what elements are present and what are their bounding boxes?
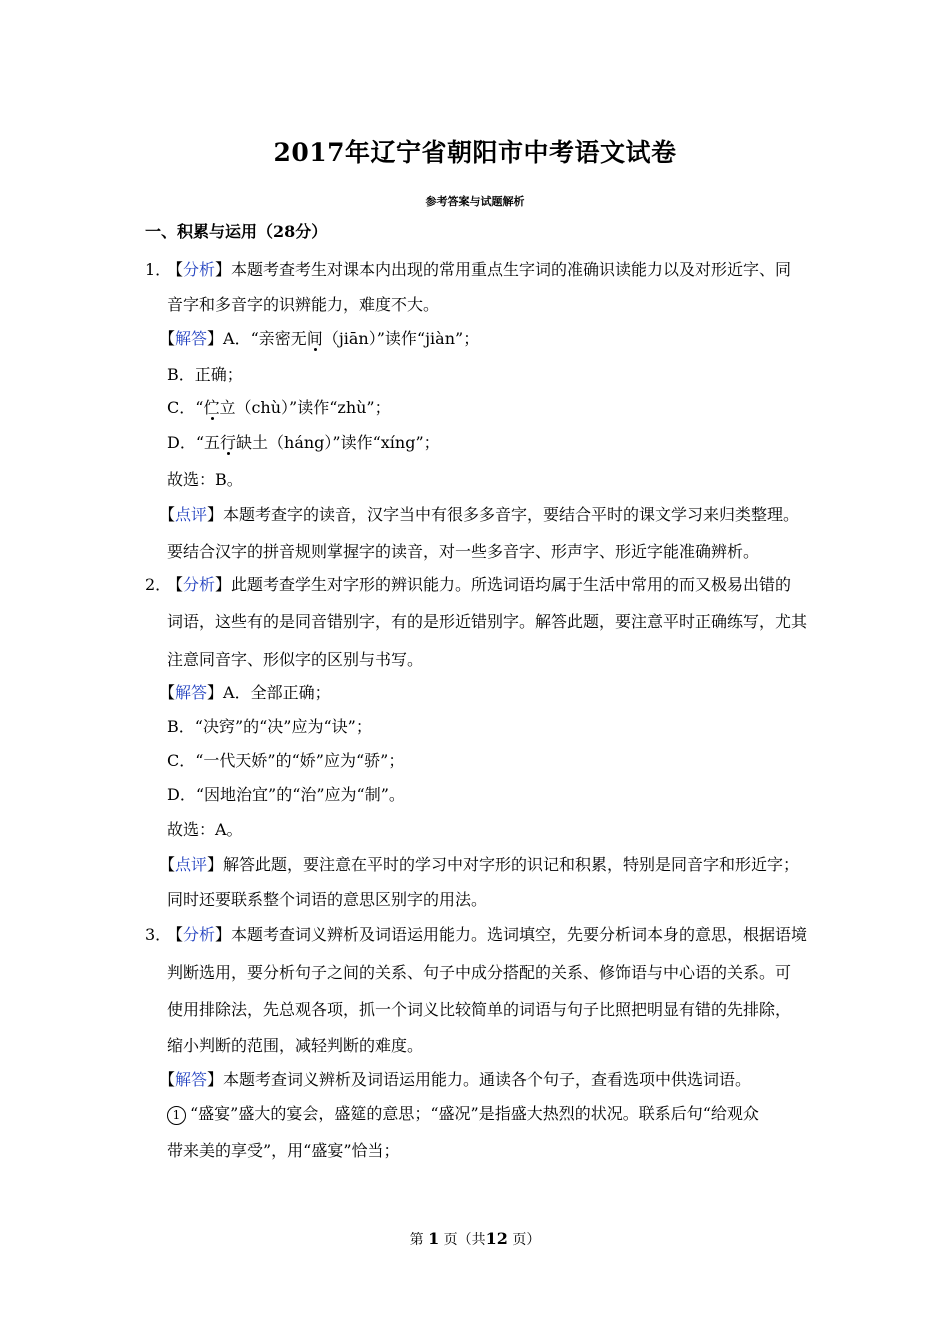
comment-tag: 点评 <box>175 505 208 524</box>
q1-comment-line-2: 要结合汉字的拼音规则掌握字的读音，对一些多音字、形声字、形近字能准确辨析。 <box>167 542 760 561</box>
section-heading: 一、积累与运用（28分） <box>145 222 328 241</box>
q2-analysis-line-2: 词语，这些有的是同音错别字，有的是形近错别字。解答此题，要注意平时正确练写，尤其 <box>167 612 808 631</box>
page-footer: 第 1 页（共12 页） <box>409 1229 541 1248</box>
q2-answer-b: B．“决窍”的“决”应为“诀”； <box>167 717 372 736</box>
q2-choice: 故选：A。 <box>167 820 243 839</box>
q1-analysis-line-2: 音字和多音字的识辨能力，难度不大。 <box>167 295 440 314</box>
analysis-tag: 分析 <box>183 575 216 594</box>
q1-number: 1． <box>145 260 172 279</box>
q3-item-1-line-2: 带来美的享受”，用“盛宴”恰当； <box>167 1141 400 1160</box>
q2-answer-a: 【解答】A．全部正确； <box>159 683 331 702</box>
q3-analysis-line-1: 3．【分析】本题考查词义辨析及词语运用能力。选词填空，先要分析词本身的意思，根据语境 <box>145 922 807 945</box>
q1-answer-b: B．正确； <box>167 365 243 384</box>
q2-analysis-line-3: 注意同音字、形似字的区别与书写。 <box>167 650 424 669</box>
q1-answer-d: D．“五行缺土（háng）”读作“xíng”； <box>167 433 440 452</box>
analysis-tag: 分析 <box>183 925 216 944</box>
q2-answer-d: D．“因地治宜”的“治”应为“制”。 <box>167 785 405 804</box>
q2-number: 2． <box>145 575 172 594</box>
q3-answer: 【解答】本题考查词义辨析及词语运用能力。通读各个句子，查看选项中供选词语。 <box>159 1070 752 1089</box>
q3-analysis-line-2: 判断选用，要分析句子之间的关系、句子中成分搭配的关系、修饰语与中心语的关系。可 <box>167 963 792 982</box>
q2-answer-c: C．“一代天娇”的“娇”应为“骄”； <box>167 751 405 770</box>
q1-answer-c: C．“伫立（chù）”读作“zhù”； <box>167 398 391 417</box>
current-page: 1 <box>428 1229 440 1248</box>
q1-answer-a: 【解答】A．“亲密无间（jiān）”读作“jiàn”； <box>159 329 480 348</box>
q1-comment-line-1: 【点评】本题考查字的读音，汉字当中有很多多音字，要结合平时的课文学习来归类整理。 <box>159 505 800 524</box>
answer-tag: 解答 <box>175 329 208 348</box>
q3-item-1-line-1: 1 “盛宴”盛大的宴会，盛筵的意思；“盛况”是指盛大热烈的状况。联系后句“给观众 <box>167 1101 759 1125</box>
answer-tag: 解答 <box>175 1070 208 1089</box>
q3-number: 3． <box>145 925 172 944</box>
circled-number-1: 1 <box>167 1106 186 1125</box>
document-subtitle: 参考答案与试题解析 <box>425 195 525 208</box>
q3-analysis-line-3: 使用排除法，先总观各项，抓一个词义比较简单的词语与句子比照把明显有错的先排除， <box>167 1000 792 1019</box>
q1-choice: 故选：B。 <box>167 470 243 489</box>
analysis-tag: 分析 <box>183 260 216 279</box>
answer-tag: 解答 <box>175 683 208 702</box>
document-title: 2017年辽宁省朝阳市中考语文试卷 <box>273 138 677 167</box>
q3-analysis-line-4: 缩小判断的范围，减轻判断的难度。 <box>167 1036 424 1055</box>
comment-tag: 点评 <box>175 855 208 874</box>
q2-comment-line-2: 同时还要联系整个词语的意思区别字的用法。 <box>167 890 488 909</box>
q1-analysis-line-1: 1．【分析】本题考查考生对课本内出现的常用重点生字词的准确识读能力以及对形近字、同 <box>145 257 791 280</box>
q2-comment-line-1: 【点评】解答此题，要注意在平时的学习中对字形的识记和积累，特别是同音字和形近字； <box>159 855 800 874</box>
total-pages: 12 <box>485 1229 508 1248</box>
q2-analysis-line-1: 2．【分析】此题考查学生对字形的辨识能力。所选词语均属于生活中常用的而又极易出错的 <box>145 572 791 595</box>
